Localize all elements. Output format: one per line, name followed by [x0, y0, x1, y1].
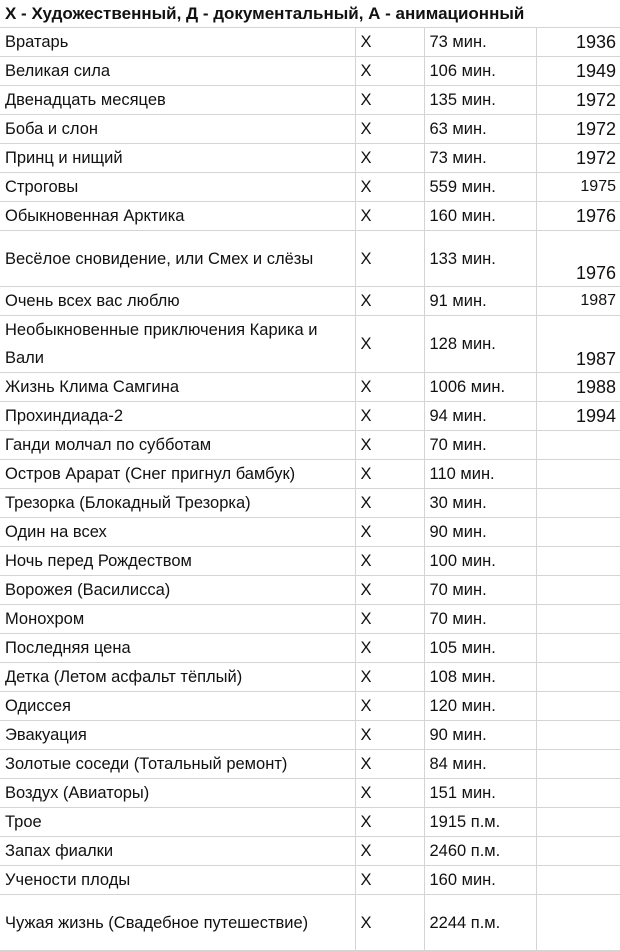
- film-title-cell[interactable]: Ворожея (Василисса): [0, 576, 355, 605]
- table-row: [0, 287, 620, 316]
- table-row: [0, 634, 620, 663]
- film-year-cell[interactable]: [536, 460, 620, 489]
- film-type-cell[interactable]: Х: [355, 779, 424, 808]
- film-duration-cell[interactable]: 91 мин.: [424, 287, 536, 316]
- film-type-cell[interactable]: Х: [355, 373, 424, 402]
- table-row: [0, 895, 620, 951]
- film-year-cell[interactable]: [536, 808, 620, 837]
- film-year-cell[interactable]: [536, 605, 620, 634]
- film-type-cell[interactable]: Х: [355, 316, 424, 373]
- film-year-cell[interactable]: 1976: [536, 231, 620, 287]
- film-duration-cell[interactable]: 70 мин.: [424, 431, 536, 460]
- film-title-cell[interactable]: Боба и слон: [0, 115, 355, 144]
- film-duration-cell[interactable]: 135 мин.: [424, 86, 536, 115]
- film-year-cell[interactable]: [536, 721, 620, 750]
- film-duration-cell[interactable]: 2244 п.м.: [424, 895, 536, 951]
- table-row: [0, 373, 620, 402]
- film-duration-cell[interactable]: 133 мин.: [424, 231, 536, 287]
- film-title-cell[interactable]: Необыкновенные приключения Карика и Вали: [0, 316, 355, 373]
- film-type-cell[interactable]: Х: [355, 808, 424, 837]
- table-row: [0, 692, 620, 721]
- film-type-cell[interactable]: Х: [355, 202, 424, 231]
- film-duration-cell[interactable]: 94 мин.: [424, 402, 536, 431]
- film-year-cell[interactable]: 1936: [536, 28, 620, 57]
- film-title-cell[interactable]: Трезорка (Блокадный Трезорка): [0, 489, 355, 518]
- film-type-cell[interactable]: Х: [355, 28, 424, 57]
- film-year-cell[interactable]: [536, 663, 620, 692]
- film-year-cell[interactable]: [536, 895, 620, 951]
- film-type-cell[interactable]: Х: [355, 663, 424, 692]
- film-type-cell[interactable]: Х: [355, 634, 424, 663]
- film-title-cell[interactable]: Великая сила: [0, 57, 355, 86]
- table-row: [0, 202, 620, 231]
- film-type-cell[interactable]: Х: [355, 431, 424, 460]
- film-year-cell[interactable]: 1972: [536, 86, 620, 115]
- table-row: [0, 402, 620, 431]
- film-type-cell[interactable]: Х: [355, 750, 424, 779]
- film-year-cell[interactable]: [536, 547, 620, 576]
- film-title-cell[interactable]: Ночь перед Рождеством: [0, 547, 355, 576]
- film-type-cell[interactable]: Х: [355, 144, 424, 173]
- film-title-cell[interactable]: Последняя цена: [0, 634, 355, 663]
- film-title-cell[interactable]: Обыкновенная Арктика: [0, 202, 355, 231]
- film-type-cell[interactable]: Х: [355, 895, 424, 951]
- film-type-cell[interactable]: Х: [355, 231, 424, 287]
- film-title-cell[interactable]: Детка (Летом асфальт тёплый): [0, 663, 355, 692]
- film-type-cell[interactable]: Х: [355, 692, 424, 721]
- film-title-cell[interactable]: Весёлое сновидение, или Смех и слёзы: [0, 231, 355, 287]
- film-type-cell[interactable]: Х: [355, 605, 424, 634]
- film-duration-cell[interactable]: 160 мин.: [424, 866, 536, 895]
- film-duration-cell[interactable]: 110 мин.: [424, 460, 536, 489]
- film-type-cell[interactable]: Х: [355, 402, 424, 431]
- film-title-cell[interactable]: Золотые соседи (Тотальный ремонт): [0, 750, 355, 779]
- table-row: [0, 115, 620, 144]
- legend-header: Х - Художественный, Д - документальный, А - анимационный: [0, 0, 620, 28]
- table-row: [0, 86, 620, 115]
- film-duration-cell[interactable]: 120 мин.: [424, 692, 536, 721]
- film-duration-cell[interactable]: 1006 мин.: [424, 373, 536, 402]
- film-duration-cell[interactable]: 108 мин.: [424, 663, 536, 692]
- film-duration-cell[interactable]: 70 мин.: [424, 576, 536, 605]
- table-row: [0, 173, 620, 202]
- table-row: [0, 721, 620, 750]
- table-row: [0, 231, 620, 287]
- table-row: [0, 489, 620, 518]
- film-title-cell[interactable]: Жизнь Клима Самгина: [0, 373, 355, 402]
- film-year-cell[interactable]: [536, 518, 620, 547]
- film-duration-cell[interactable]: 63 мин.: [424, 115, 536, 144]
- film-year-cell[interactable]: 1972: [536, 144, 620, 173]
- table-row: [0, 460, 620, 489]
- film-year-cell[interactable]: 1994: [536, 402, 620, 431]
- film-year-cell[interactable]: 1972: [536, 115, 620, 144]
- film-type-cell[interactable]: Х: [355, 173, 424, 202]
- film-duration-cell[interactable]: 106 мин.: [424, 57, 536, 86]
- film-title-cell[interactable]: Чужая жизнь (Свадебное путешествие): [0, 895, 355, 951]
- table-row: [0, 808, 620, 837]
- film-type-cell[interactable]: Х: [355, 518, 424, 547]
- table-row: [0, 518, 620, 547]
- film-title-cell[interactable]: Воздух (Авиаторы): [0, 779, 355, 808]
- film-title-cell[interactable]: Двенадцать месяцев: [0, 86, 355, 115]
- film-title-cell[interactable]: Запах фиалки: [0, 837, 355, 866]
- film-duration-cell[interactable]: 73 мин.: [424, 28, 536, 57]
- film-duration-cell[interactable]: 160 мин.: [424, 202, 536, 231]
- film-year-cell[interactable]: [536, 431, 620, 460]
- film-year-cell[interactable]: 1975: [536, 173, 620, 202]
- table-row: [0, 779, 620, 808]
- film-duration-cell[interactable]: 70 мин.: [424, 605, 536, 634]
- film-duration-cell[interactable]: 559 мин.: [424, 173, 536, 202]
- film-title-cell[interactable]: Трое: [0, 808, 355, 837]
- film-duration-cell[interactable]: 105 мин.: [424, 634, 536, 663]
- film-title-cell[interactable]: Вратарь: [0, 28, 355, 57]
- film-year-cell[interactable]: [536, 866, 620, 895]
- table-row: [0, 144, 620, 173]
- film-duration-cell[interactable]: 90 мин.: [424, 518, 536, 547]
- film-year-cell[interactable]: 1988: [536, 373, 620, 402]
- film-year-cell[interactable]: [536, 750, 620, 779]
- table-row: [0, 750, 620, 779]
- film-year-cell[interactable]: [536, 489, 620, 518]
- film-type-cell[interactable]: Х: [355, 57, 424, 86]
- film-duration-cell[interactable]: 128 мин.: [424, 316, 536, 373]
- film-title-cell[interactable]: Принц и нищий: [0, 144, 355, 173]
- table-row: [0, 605, 620, 634]
- film-title-cell[interactable]: Учености плоды: [0, 866, 355, 895]
- film-year-cell[interactable]: [536, 634, 620, 663]
- film-duration-cell[interactable]: 84 мин.: [424, 750, 536, 779]
- table-row: [0, 547, 620, 576]
- film-duration-cell[interactable]: 30 мин.: [424, 489, 536, 518]
- film-year-cell[interactable]: [536, 576, 620, 605]
- film-year-cell[interactable]: 1987: [536, 316, 620, 373]
- film-type-cell[interactable]: Х: [355, 547, 424, 576]
- film-title-cell[interactable]: Монохром: [0, 605, 355, 634]
- film-type-cell[interactable]: Х: [355, 721, 424, 750]
- table-row: [0, 316, 620, 373]
- film-year-cell[interactable]: 1987: [536, 287, 620, 316]
- film-type-cell[interactable]: Х: [355, 866, 424, 895]
- film-year-cell[interactable]: [536, 837, 620, 866]
- film-duration-cell[interactable]: 151 мин.: [424, 779, 536, 808]
- table-row: [0, 576, 620, 605]
- film-duration-cell[interactable]: 90 мин.: [424, 721, 536, 750]
- film-year-cell[interactable]: [536, 692, 620, 721]
- film-title-cell[interactable]: Ганди молчал по субботам: [0, 431, 355, 460]
- film-title-cell[interactable]: Одиссея: [0, 692, 355, 721]
- table-row: [0, 431, 620, 460]
- film-title-cell[interactable]: Один на всех: [0, 518, 355, 547]
- film-type-cell[interactable]: Х: [355, 287, 424, 316]
- film-duration-cell[interactable]: 1915 п.м.: [424, 808, 536, 837]
- film-duration-cell[interactable]: 2460 п.м.: [424, 837, 536, 866]
- film-title-cell[interactable]: Эвакуация: [0, 721, 355, 750]
- film-type-cell[interactable]: Х: [355, 460, 424, 489]
- film-duration-cell[interactable]: 100 мин.: [424, 547, 536, 576]
- film-duration-cell[interactable]: 73 мин.: [424, 144, 536, 173]
- table-row: [0, 663, 620, 692]
- film-type-cell[interactable]: Х: [355, 837, 424, 866]
- table-row: [0, 28, 620, 57]
- table-row: [0, 866, 620, 895]
- film-title-cell[interactable]: Очень всех вас люблю: [0, 287, 355, 316]
- film-type-cell[interactable]: Х: [355, 115, 424, 144]
- film-year-cell[interactable]: [536, 779, 620, 808]
- film-type-cell[interactable]: Х: [355, 576, 424, 605]
- film-title-cell[interactable]: Строговы: [0, 173, 355, 202]
- film-type-cell[interactable]: Х: [355, 86, 424, 115]
- film-table: [0, 28, 620, 951]
- table-row: [0, 837, 620, 866]
- film-title-cell[interactable]: Остров Арарат (Снег пригнул бамбук): [0, 460, 355, 489]
- table-row: [0, 57, 620, 86]
- film-year-cell[interactable]: 1976: [536, 202, 620, 231]
- film-type-cell[interactable]: Х: [355, 489, 424, 518]
- film-title-cell[interactable]: Прохиндиада-2: [0, 402, 355, 431]
- film-year-cell[interactable]: 1949: [536, 57, 620, 86]
